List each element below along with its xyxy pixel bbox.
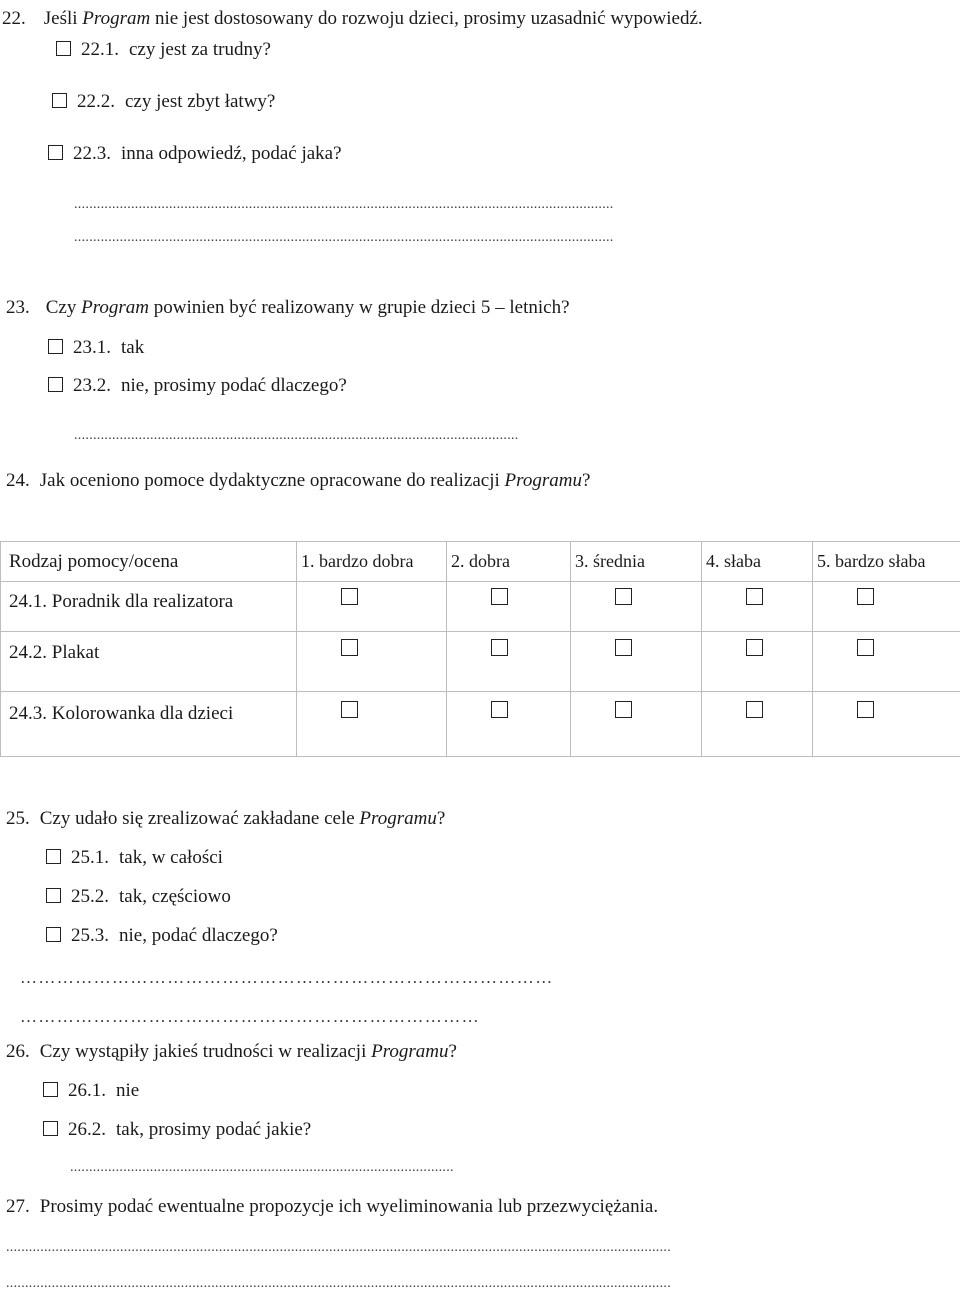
answer-line-27-a[interactable]: ...............................................................................................................................................................................	[6, 1240, 671, 1255]
rating-table	[0, 541, 960, 757]
rating-checkbox[interactable]	[746, 588, 763, 605]
rating-checkbox[interactable]	[857, 588, 874, 605]
question-22: 22. Jeśli Program nie jest dostosowany do rozwoju dzieci, prosimy uzasadnić wypowiedź.	[2, 8, 703, 29]
question-24: 24. Jak oceniono pomoce dydaktyczne opracowane do realizacji Programu?	[6, 470, 591, 491]
header-cell: 3. średnia	[571, 542, 702, 582]
rating-checkbox[interactable]	[491, 639, 508, 656]
rating-checkbox[interactable]	[341, 588, 358, 605]
option-22-2[interactable]: 22.2. czy jest zbyt łatwy?	[52, 91, 275, 113]
table-row	[1, 582, 960, 632]
option-22-3[interactable]: 22.3. inna odpowiedź, podać jaka?	[48, 143, 342, 165]
header-cell: 1. bardzo dobra	[297, 542, 447, 582]
option-25-3[interactable]: 25.3. nie, podać dlaczego?	[46, 925, 278, 947]
checkbox-22-1[interactable]	[56, 41, 71, 56]
checkbox-25-1[interactable]	[46, 849, 61, 864]
answer-line-25-a[interactable]: ……………………………………………………………………………	[20, 968, 554, 987]
row-label: 24.1. Poradnik dla realizatora	[1, 582, 297, 632]
checkbox-23-1[interactable]	[48, 339, 63, 354]
question-22-number: 22.	[2, 8, 26, 29]
answer-line-22-b[interactable]: ..............................................................................................................................................	[74, 230, 614, 245]
option-26-1[interactable]: 26.1. nie	[43, 1080, 139, 1102]
table-row	[1, 632, 960, 692]
option-25-2[interactable]: 25.2. tak, częściowo	[46, 886, 231, 908]
checkbox-25-2[interactable]	[46, 888, 61, 903]
checkbox-22-3[interactable]	[48, 145, 63, 160]
checkbox-22-2[interactable]	[52, 93, 67, 108]
answer-line-23[interactable]: .....................................................................................................................	[74, 428, 519, 443]
rating-checkbox[interactable]	[857, 639, 874, 656]
checkbox-26-2[interactable]	[43, 1121, 58, 1136]
table-row	[1, 692, 960, 757]
rating-checkbox[interactable]	[746, 701, 763, 718]
rating-checkbox[interactable]	[341, 701, 358, 718]
question-27: 27. Prosimy podać ewentualne propozycje ich wyeliminowania lub przezwyciężania.	[6, 1196, 659, 1217]
header-cell: Rodzaj pomocy/ocena	[1, 542, 297, 582]
rating-checkbox[interactable]	[746, 639, 763, 656]
option-23-1[interactable]: 23.1. tak	[48, 337, 144, 359]
option-26-2[interactable]: 26.2. tak, prosimy podać jakie?	[43, 1119, 311, 1141]
answer-line-25-b[interactable]: …………………………………………………………………	[20, 1007, 480, 1026]
rating-checkbox[interactable]	[615, 588, 632, 605]
header-cell: 4. słaba	[702, 542, 813, 582]
answer-line-26[interactable]: .....................................................................................................	[70, 1160, 454, 1175]
option-25-1[interactable]: 25.1. tak, w całości	[46, 847, 223, 869]
row-label: 24.2. Plakat	[1, 632, 297, 692]
rating-checkbox[interactable]	[857, 701, 874, 718]
checkbox-25-3[interactable]	[46, 927, 61, 942]
answer-line-22-a[interactable]: ..............................................................................................................................................	[74, 197, 614, 212]
question-26: 26. Czy wystąpiły jakieś trudności w realizacji Programu?	[6, 1041, 457, 1062]
rating-checkbox[interactable]	[615, 639, 632, 656]
question-25: 25. Czy udało się zrealizować zakładane cele Programu?	[6, 808, 446, 829]
option-22-1[interactable]: 22.1. czy jest za trudny?	[56, 39, 271, 61]
row-label: 24.3. Kolorowanka dla dzieci	[1, 692, 297, 757]
header-cell: 5. bardzo słaba	[813, 542, 960, 582]
rating-table-header	[1, 542, 960, 582]
rating-checkbox[interactable]	[491, 701, 508, 718]
header-cell: 2. dobra	[447, 542, 571, 582]
answer-line-27-b[interactable]: ...............................................................................................................................................................................	[6, 1276, 671, 1291]
option-23-2[interactable]: 23.2. nie, prosimy podać dlaczego?	[48, 375, 347, 397]
rating-checkbox[interactable]	[491, 588, 508, 605]
rating-checkbox[interactable]	[615, 701, 632, 718]
checkbox-26-1[interactable]	[43, 1082, 58, 1097]
question-23: 23. Czy Program powinien być realizowany w grupie dzieci 5 – letnich?	[6, 297, 570, 318]
rating-checkbox[interactable]	[341, 639, 358, 656]
checkbox-23-2[interactable]	[48, 377, 63, 392]
